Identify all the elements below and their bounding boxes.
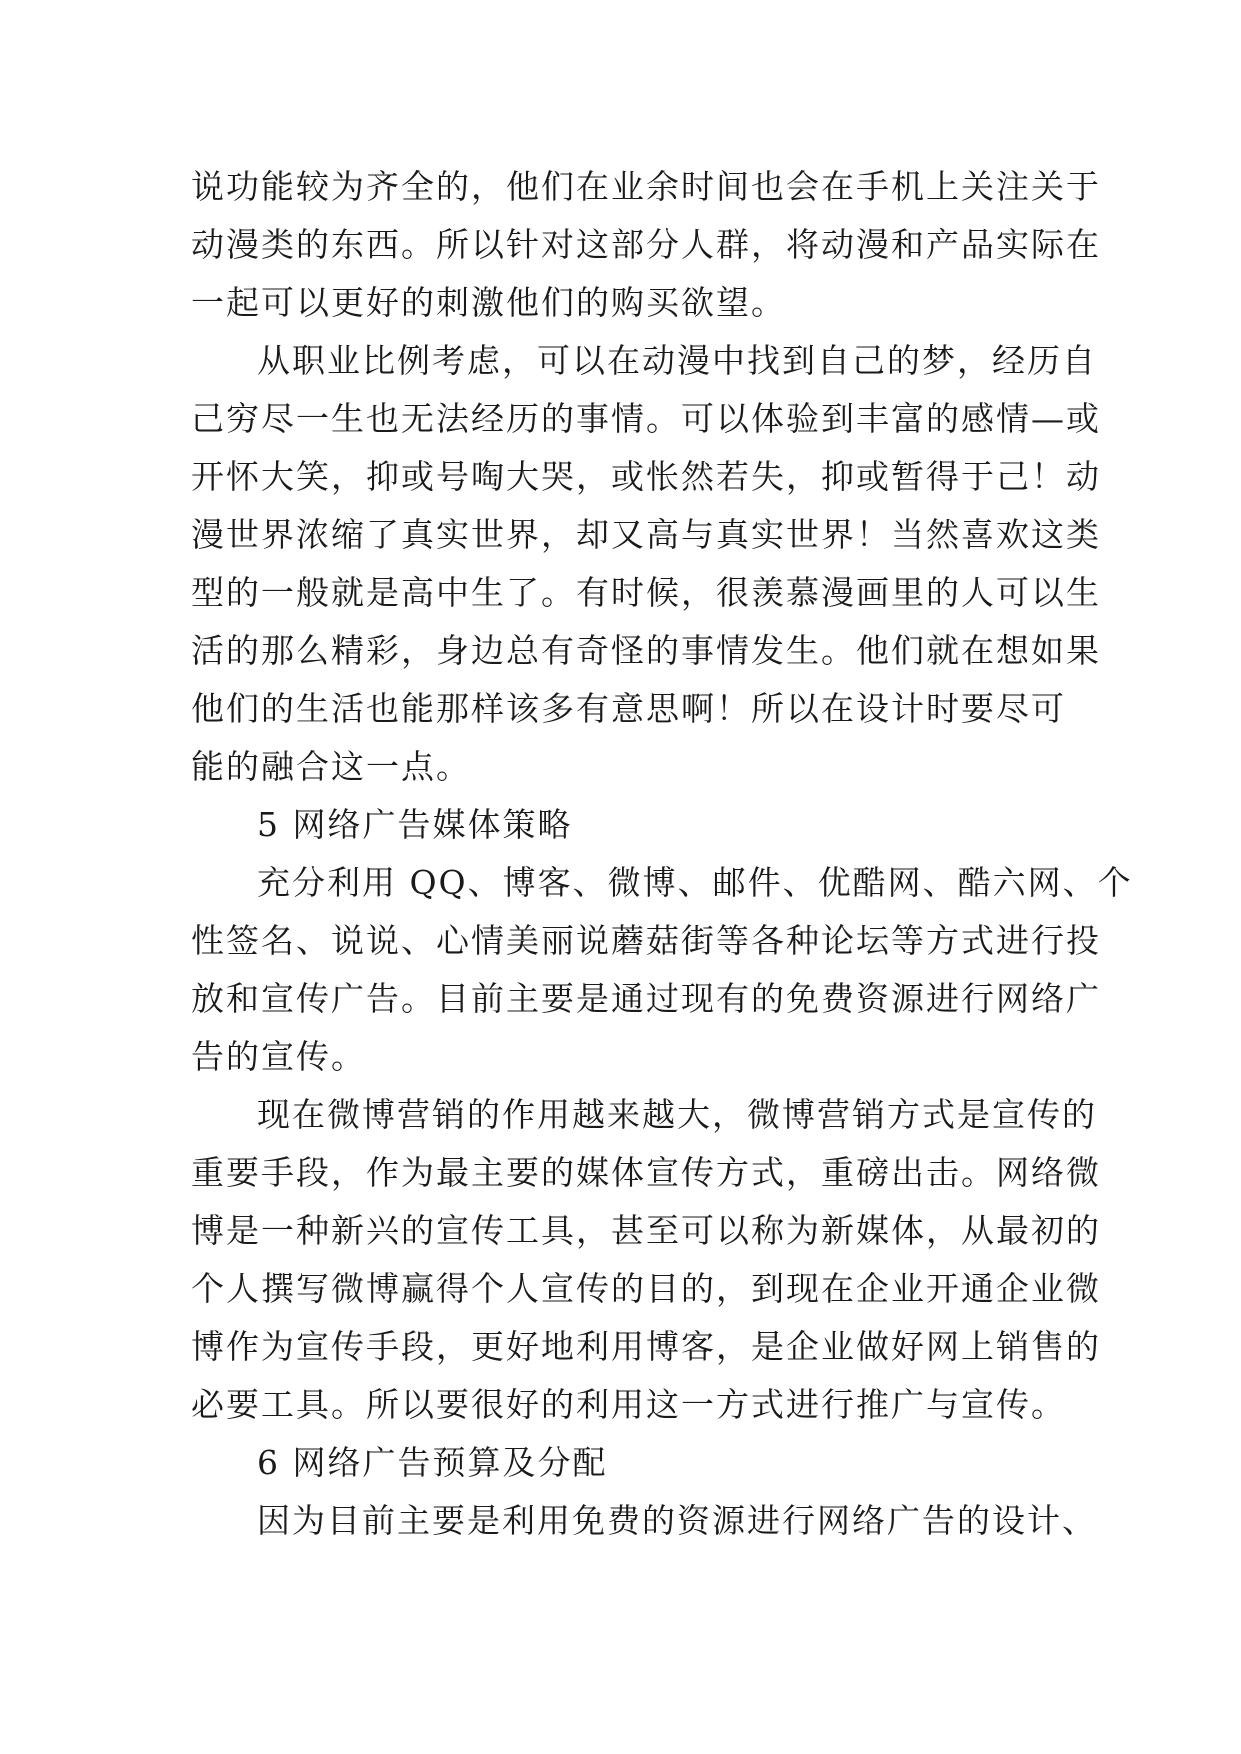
text-line: 己穷尽一生也无法经历的事情。可以体验到丰富的感情—或 <box>191 399 1101 438</box>
paragraph-start-line: 从职业比例考虑，可以在动漫中找到自己的梦，经历自 <box>257 341 1097 380</box>
text-line: 开怀大笑，抑或号啕大哭，或怅然若失，抑或暂得于己！动 <box>191 457 1101 496</box>
section-heading: 5 网络广告媒体策略 <box>257 805 573 844</box>
text-line: 博是一种新兴的宣传工具，甚至可以称为新媒体，从最初的 <box>191 1211 1101 1250</box>
paragraph-start-line: 因为目前主要是利用免费的资源进行网络广告的设计、 <box>257 1501 1097 1540</box>
text-line: 动漫类的东西。所以针对这部分人群，将动漫和产品实际在 <box>191 225 1101 264</box>
text-line: 重要手段，作为最主要的媒体宣传方式，重磅出击。网络微 <box>191 1153 1101 1192</box>
text-line: 个人撰写微博赢得个人宣传的目的，到现在企业开通企业微 <box>191 1269 1101 1308</box>
text-line: 他们的生活也能那样该多有意思啊！所以在设计时要尽可 <box>191 689 1066 728</box>
text-line: 说功能较为齐全的，他们在业余时间也会在手机上关注关于 <box>191 167 1101 206</box>
text-line: 必要工具。所以要很好的利用这一方式进行推广与宣传。 <box>191 1385 1066 1424</box>
text-line: 型的一般就是高中生了。有时候，很羡慕漫画里的人可以生 <box>191 573 1101 612</box>
text-line: 性签名、说说、心情美丽说蘑菇街等各种论坛等方式进行投 <box>191 921 1101 960</box>
section-heading: 6 网络广告预算及分配 <box>257 1443 608 1482</box>
paragraph-start-line: 现在微博营销的作用越来越大，微博营销方式是宣传的 <box>257 1095 1097 1134</box>
text-line: 一起可以更好的刺激他们的购买欲望。 <box>191 283 786 322</box>
paragraph-start-line: 充分利用 QQ、博客、微博、邮件、优酷网、酷六网、个 <box>257 863 1133 902</box>
text-line: 漫世界浓缩了真实世界，却又高与真实世界！当然喜欢这类 <box>191 515 1101 554</box>
text-line: 放和宣传广告。目前主要是通过现有的免费资源进行网络广 <box>191 979 1101 1018</box>
text-line: 活的那么精彩，身边总有奇怪的事情发生。他们就在想如果 <box>191 631 1101 670</box>
text-line: 告的宣传。 <box>191 1037 366 1076</box>
text-line: 博作为宣传手段，更好地利用博客，是企业做好网上销售的 <box>191 1327 1101 1366</box>
text-line: 能的融合这一点。 <box>191 747 471 786</box>
body-text <box>191 158 1133 1550</box>
